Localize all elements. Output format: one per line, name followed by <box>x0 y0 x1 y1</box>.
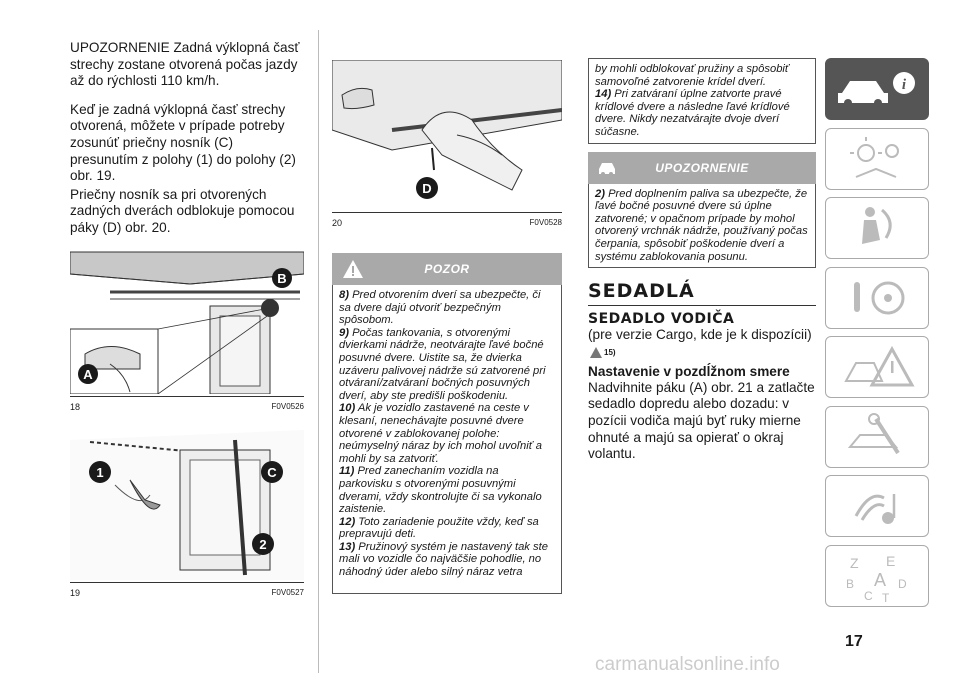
paragraph-warning-speed: UPOZORNENIE Zadná výklopná časť strechy zostane otvorená počas jazdy až do rýchlosti 110 km/h. <box>70 40 300 89</box>
svg-text:B: B <box>846 576 855 591</box>
figure-19-label-c: C <box>267 465 277 480</box>
warning-item: 13) Pružinový systém je nastavený tak ste mali vo vozidle čo najväčšie pohodlie, no náhodný úder alebo silný náraz vetra <box>339 540 548 579</box>
notice-item: 2) Pred doplnením paliva sa ubezpečte, že ľavé bočné posuvné dvere sú úplne zatvorené; v opačnom prípade by mohol otvorený vrchnák nádrže, používaný počas čerpania, spôsobiť poškodenie dverí a systému zablokovania posunu. <box>595 187 808 263</box>
warning-box-pozor <box>332 253 562 594</box>
figure-18-illustration <box>70 244 304 394</box>
figure-19-caption <box>70 588 304 600</box>
airbag-seat-icon <box>826 198 926 256</box>
paragraph-lever: Priečny nosník sa pri otvorených zadných dverách odblokuje pomocou páky (D) obr. 20. <box>70 186 295 235</box>
figure-19-illustration <box>70 430 304 580</box>
paragraph-seat-adjust: Nadvihnite páku (A) obr. 21 a zatlačte sedadlo dopredu alebo dozadu: v pozícii vodiča majú byť ruky mierne ohnuté a majú sa opierať o okraj volantu. <box>588 379 815 462</box>
heading-driver-seat-sub: (pre verzie Cargo, kde je k dispozícii) <box>588 327 812 343</box>
reference-row <box>588 344 816 362</box>
car-info-icon <box>826 59 926 117</box>
figure-20-code: F0V0528 <box>529 218 562 227</box>
figure-20 <box>332 60 562 213</box>
figure-20-illustration <box>332 60 562 210</box>
tab-emergency[interactable] <box>825 336 929 398</box>
warning-item: 12) Toto zariadenie použite vždy, keď sa prepravujú deti. <box>339 515 539 541</box>
warning-continued <box>588 58 816 144</box>
tab-index[interactable] <box>825 545 929 607</box>
notice-title: UPOZORNENIE <box>655 160 749 175</box>
warning-box-upozornenie <box>588 152 816 269</box>
figure-19-label-2: 2 <box>259 537 267 552</box>
column-1 <box>70 40 304 249</box>
wrench-car-icon <box>826 407 926 465</box>
warning-title: POZOR <box>424 262 470 276</box>
warning-continued-text: by mohli odblokovať pružiny a spôsobiť samovoľné zatvorenie krídel dverí. <box>595 63 789 88</box>
warning-header <box>332 253 562 285</box>
paragraph-crossbar: Keď je zadná výklopná časť strechy otvorená, môžete v prípade potreby zosunúť priečny nosník (C) presunutím z polohy (1) do polohy (2) obr. 19. <box>70 101 296 184</box>
figure-19-code: F0V0527 <box>271 588 304 597</box>
warning-triangle-icon <box>826 337 926 395</box>
column-rule <box>318 30 319 673</box>
heading-seats: SEDADLÁ <box>588 280 816 306</box>
warning-item: 9) Počas tankovania, s otvorenými dvierkami nádrže, neotvárajte ľavé bočné posuvné dvere. Uistite sa, že dvierka uzáveru palivovej nádrže sú zatvorené pri otváraní/zatváraní bočných posuvných dverí, aby ste predišli poškodeniu. <box>339 326 546 402</box>
tab-car-info[interactable] <box>825 58 929 120</box>
steering-wheel-icon <box>826 268 926 326</box>
figure-19-label-1: 1 <box>96 465 104 480</box>
warning-reference-icon <box>590 347 602 358</box>
reference-number: 15) <box>604 347 616 357</box>
figure-18-code: F0V0526 <box>271 402 304 411</box>
column-3 <box>588 58 816 475</box>
warning-body <box>332 285 562 594</box>
svg-text:i: i <box>901 77 907 93</box>
figure-18-caption <box>70 402 304 414</box>
figure-19 <box>70 430 304 583</box>
warning-item: 10) Ak je vozidlo zastavené na ceste v klesaní, nenechávajte posuvné dvere otvorené v zablokovanej polohe: neúmyselný náraz by ich mohol uvoľniť a mohli by sa zatvoriť. <box>339 402 542 465</box>
alphabet-index-icon <box>826 546 926 604</box>
figure-20-number: 20 <box>332 218 343 228</box>
svg-text:D: D <box>898 576 907 591</box>
chapter-sidebar <box>825 58 929 614</box>
tab-multimedia[interactable] <box>825 475 929 537</box>
figure-20-caption <box>332 218 562 230</box>
page-number: 17 <box>845 633 863 650</box>
warning-item: 11) Pred zanechaním vozidla na parkovisku s otvorenými posuvnými dverami, vždy skontrolujte či sa vykonalo zaistenie. <box>339 465 542 516</box>
figure-18-number: 18 <box>70 402 81 412</box>
music-phone-icon <box>826 476 926 534</box>
svg-text:C: C <box>864 588 873 603</box>
tab-maintenance[interactable] <box>825 406 929 468</box>
figure-18 <box>70 244 304 397</box>
notice-body <box>588 184 816 269</box>
figure-18-label-a: A <box>83 367 93 382</box>
svg-text:E: E <box>886 552 896 569</box>
svg-text:A: A <box>874 569 887 590</box>
tab-dashboard-lights[interactable] <box>825 128 929 190</box>
figure-19-number: 19 <box>70 588 81 598</box>
dashboard-lights-icon <box>826 129 926 187</box>
warning-item: 8) Pred otvorením dverí sa ubezpečte, či sa dvere dajú otvoriť bezpečným spôsobom. <box>339 289 541 327</box>
figure-18-label-b: B <box>277 271 287 286</box>
notice-header <box>588 152 816 184</box>
heading-driver-seat: SEDADLO VODIČA <box>588 311 735 328</box>
tab-safety[interactable] <box>825 197 929 259</box>
warning-item: 14) Pri zatváraní úplne zatvorte pravé krídlové dvere a následne ľavé krídlové dvere. Nikdy nezatvárajte dvoje dverí súčasne. <box>595 88 790 138</box>
figure-20-label-d: D <box>422 181 432 196</box>
svg-text:T: T <box>882 590 890 604</box>
heading-longitudinal: Nastavenie v pozdĺžnom smere <box>588 363 790 379</box>
svg-text:Z: Z <box>850 554 859 571</box>
watermark: carmanualsonline.info <box>595 654 780 675</box>
tab-starting-driving[interactable] <box>825 267 929 329</box>
